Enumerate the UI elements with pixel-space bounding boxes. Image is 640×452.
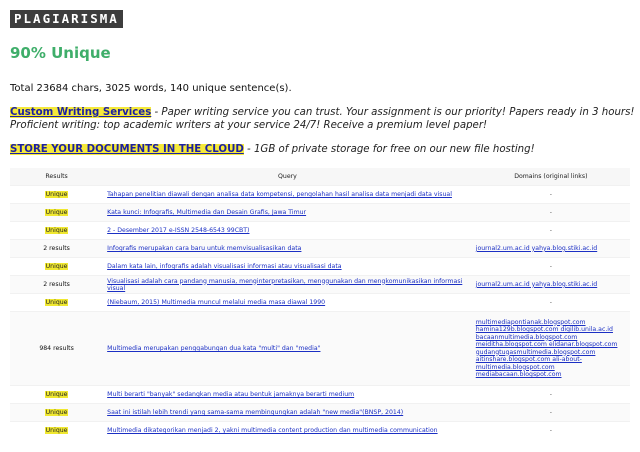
promo-cloud-storage [10, 144, 635, 157]
query-link[interactable]: (Niebaum, 2015) Multimedia muncul melalui media masa diawal 1990 [107, 299, 326, 306]
query-cell [103, 204, 472, 222]
domains-cell [472, 312, 630, 386]
table-row [10, 240, 630, 258]
unique-badge: Unique [45, 409, 68, 416]
table-row [10, 186, 630, 204]
query-cell [103, 312, 472, 386]
query-cell [103, 294, 472, 312]
domain-links[interactable]: multimediapontianak.blogspot.com hamina129b.blogspot.com digilib.unila.ac.id bacaanmultimedia.blogspot.com meiditha.blogspot.com elidanar.blogspot.com gudangtugasmultimedia.blogspot.com aitinshare.blogspot.com ali-about-multimedia.blogspot.com mediabacaan.blogspot.com [475, 318, 618, 378]
domains-cell [472, 276, 630, 294]
domains-cell [472, 294, 630, 312]
table-row [10, 222, 630, 240]
table-header-row [10, 168, 630, 186]
query-link[interactable]: Dalam kata lain, infografis adalah visualisasi informasi atau visualisasi data [107, 263, 342, 270]
no-domains-dash: - [549, 409, 552, 416]
header-query: Query [103, 168, 472, 186]
promo-cloud-text: - 1GB of private storage for free on our new file hosting! [243, 144, 535, 155]
unique-badge: Unique [45, 209, 68, 216]
unique-badge: Unique [45, 191, 68, 198]
result-cell [10, 386, 103, 404]
domain-links[interactable]: journal2.um.ac.id yahya.blog.stiki.ac.id [475, 244, 598, 252]
result-cell [10, 204, 103, 222]
unique-badge: Unique [45, 391, 68, 398]
query-link[interactable]: Infografis merupakan cara baru untuk memvisualisasikan data [107, 245, 302, 252]
unique-badge: Unique [45, 227, 68, 234]
query-cell [103, 258, 472, 276]
result-cell [10, 258, 103, 276]
header-domains: Domains (original links) [472, 168, 630, 186]
query-link[interactable]: 2 - Desember 2017 e-ISSN 2548-6543 99CBT) [107, 227, 250, 234]
query-link[interactable]: Saat ini istilah lebih trendi yang sama-sama membingungkan adalah "new media"(BNSP, 2014) [107, 409, 404, 416]
query-cell [103, 222, 472, 240]
table-row [10, 204, 630, 222]
table-row [10, 294, 630, 312]
no-domains-dash: - [549, 427, 552, 434]
table-row [10, 258, 630, 276]
domains-cell [472, 386, 630, 404]
query-link[interactable]: Multimedia merupakan penggabungan dua kata "multi" dan "media" [107, 345, 321, 352]
no-domains-dash: - [549, 191, 552, 198]
unique-badge: Unique [45, 427, 68, 434]
result-cell [10, 422, 103, 440]
domains-cell [472, 258, 630, 276]
table-row [10, 386, 630, 404]
result-cell [10, 240, 103, 258]
promo-writing-service [10, 107, 635, 132]
query-cell [103, 386, 472, 404]
domains-cell [472, 240, 630, 258]
table-row [10, 312, 630, 386]
no-domains-dash: - [549, 263, 552, 270]
result-count: 984 results [39, 345, 74, 352]
query-cell [103, 422, 472, 440]
result-count: 2 results [43, 281, 70, 288]
no-domains-dash: - [549, 227, 552, 234]
domains-cell [472, 204, 630, 222]
result-cell [10, 186, 103, 204]
no-domains-dash: - [549, 299, 552, 306]
cloud-storage-link[interactable]: STORE YOUR DOCUMENTS IN THE CLOUD [10, 144, 244, 155]
results-table [10, 168, 630, 439]
unique-badge: Unique [45, 299, 68, 306]
query-link[interactable]: Tahapan penelitian diawali dengan analisa data kompetensi, pengolahan hasil analisa data menjadi data visual [107, 191, 452, 198]
table-row [10, 276, 630, 294]
uniqueness-score: 90% Unique [10, 44, 111, 62]
result-cell [10, 404, 103, 422]
result-cell [10, 276, 103, 294]
unique-badge: Unique [45, 263, 68, 270]
no-domains-dash: - [549, 209, 552, 216]
query-cell [103, 240, 472, 258]
no-domains-dash: - [549, 391, 552, 398]
query-cell [103, 186, 472, 204]
query-link[interactable]: Multi berarti "banyak" sedangkan media atau bentuk jamaknya berarti medium [107, 391, 355, 398]
promo-writing-text-line2: Proficient writing: top academic writers at your service 24/7! Receive a premium level paper! [10, 119, 488, 131]
plagiarisma-logo[interactable]: PLAGIARISMA [10, 10, 123, 28]
table-row [10, 404, 630, 422]
query-link[interactable]: Visualisasi adalah cara pandang manusia, menginterpretasikan, menggunakan dan mengkomunikasikan informasi visual [107, 277, 463, 292]
query-link[interactable]: Kata kunci: Infografis, Multimedia dan Desain Grafis, Jawa Timur [107, 209, 307, 216]
custom-writing-link[interactable]: Custom Writing Services [10, 107, 152, 118]
domains-cell [472, 222, 630, 240]
result-cell [10, 222, 103, 240]
result-cell [10, 312, 103, 386]
query-link[interactable]: Multimedia dikategorikan menjadi 2, yakni multimedia content production dan multimedia communication [107, 427, 438, 434]
result-cell [10, 294, 103, 312]
domains-cell [472, 404, 630, 422]
domain-links[interactable]: journal2.um.ac.id yahya.blog.stiki.ac.id [475, 280, 598, 288]
query-cell [103, 404, 472, 422]
table-row [10, 422, 630, 440]
domains-cell [472, 186, 630, 204]
result-count: 2 results [43, 245, 70, 252]
domains-cell [472, 422, 630, 440]
promo-writing-text: - Paper writing service you can trust. Your assignment is our priority! Papers ready in 3 hours! [151, 107, 635, 118]
query-cell [103, 276, 472, 294]
document-totals: Total 23684 chars, 3025 words, 140 unique sentence(s). [10, 83, 292, 94]
header-results: Results [10, 168, 103, 186]
